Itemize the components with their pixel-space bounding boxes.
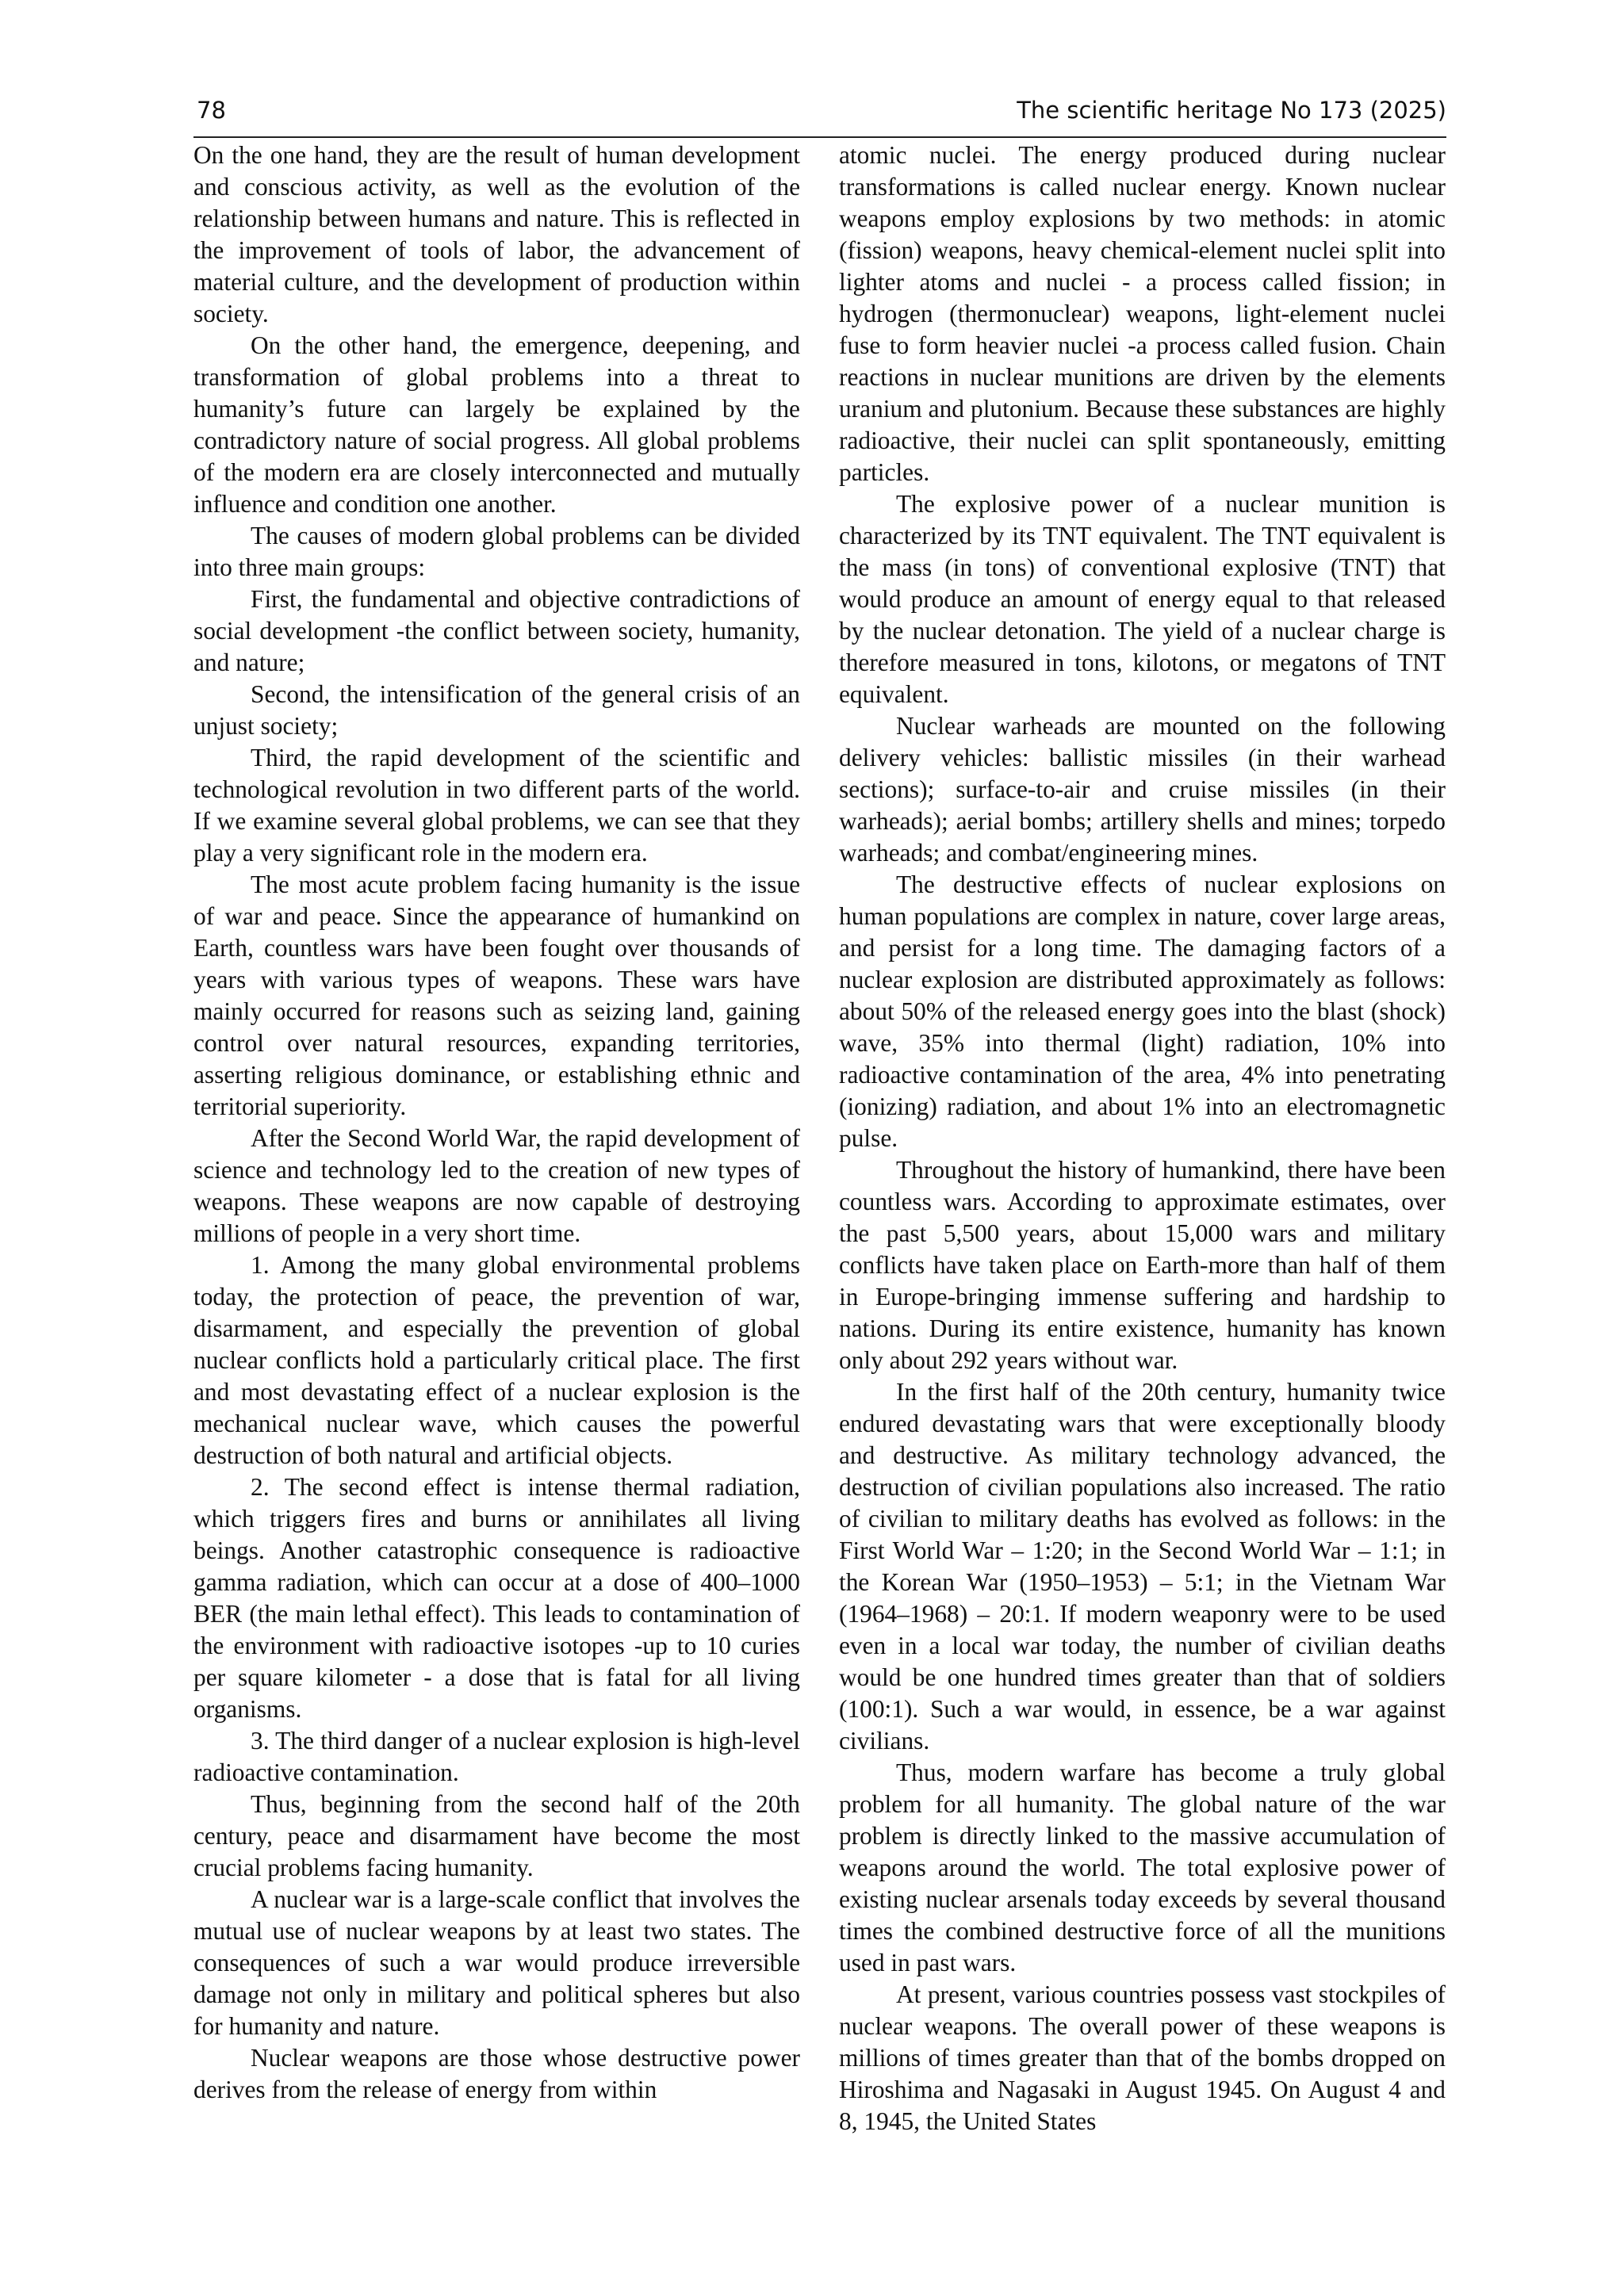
paragraph: On the other hand, the emergence, deepening, and transformation of global problems into a threat to humanity’s future can largely be explained by the contradictory nature of social progress. All global problems of the modern era are closely interconnected and mutually influence and condition one another. <box>193 331 800 518</box>
paragraph: After the Second World War, the rapid development of science and technology led to the creation of new types of weapons. These weapons are now capable of destroying millions of people in a very short time. <box>193 1124 800 1247</box>
paragraph: 2. The second effect is intense thermal radiation, which triggers fires and burns or annihilates all living beings. Another catastrophic consequence is radioactive gamma radiation, which can occur at a dose of 400–1000 BER (the main lethal effect). This leads to contamination of the environment with radioactive isotopes -up to 10 curies per square kilometer - a dose that is fatal for all living organisms. <box>193 1473 800 1723</box>
left-column <box>193 140 800 2106</box>
paragraph: The causes of modern global problems can be divided into three main groups: <box>193 522 800 581</box>
paragraph: A nuclear war is a large-scale conflict that involves the mutual use of nuclear weapons by at least two states. The consequences of such a war would produce irreversible damage not only in military and political spheres but also for humanity and nature. <box>193 1885 800 2040</box>
paragraph: Thus, beginning from the second half of the 20th century, peace and disarmament have become the most crucial problems facing humanity. <box>193 1790 800 1881</box>
paragraph: Thus, modern warfare has become a truly global problem for all humanity. The global nature of the war problem is directly linked to the massive accumulation of weapons around the world. The total explosive power of existing nuclear arsenals today exceeds by several thousand times the combined destructive force of all the munitions used in past wars. <box>839 1758 1446 1976</box>
paragraph: atomic nuclei. The energy produced during nuclear transformations is called nuclear energy. Known nuclear weapons employ explosions by two methods: in atomic (fission) weapons, heavy chemical-element nuclei split into lighter atoms and nuclei - a process called fission; in hydrogen (thermonuclear) weapons, light-element nuclei fuse to form heavier nuclei -a process called fusion. Chain reactions in nuclear munitions are driven by the elements uranium and plutonium. Because these substances are highly radioactive, their nuclei can split spontaneously, emitting particles. <box>839 141 1446 486</box>
paragraph: 1. Among the many global environmental problems today, the protection of peace, the prevention of war, disarmament, and especially the prevention of global nuclear conflicts hold a particularly critical place. The first and most devastating effect of a nuclear explosion is the mechanical nuclear wave, which causes the powerful destruction of both natural and artificial objects. <box>193 1251 800 1469</box>
page-number: 78 <box>197 97 226 124</box>
right-column <box>839 140 1446 2137</box>
paragraph: 3. The third danger of a nuclear explosion is high-level radioactive contamination. <box>193 1727 800 1786</box>
paragraph: Throughout the history of humankind, there have been countless wars. According to approximate estimates, over the past 5,500 years, about 15,000 wars and military conflicts have taken place on Earth-more than half of them in Europe-bringing immense suffering and hardship to nations. During its entire existence, humanity has known only about 292 years without war. <box>839 1156 1446 1374</box>
paragraph: Third, the rapid development of the scientific and technological revolution in two different parts of the world. If we examine several global problems, we can see that they play a very significant role in the modern era. <box>193 744 800 867</box>
paragraph: Nuclear warheads are mounted on the following delivery vehicles: ballistic missiles (in their warhead sections); surface-to-air and cruise missiles (in their warheads); aerial bombs; artillery shells and mines; torpedo warheads; and combat/engineering mines. <box>839 712 1446 867</box>
paragraph: The most acute problem facing humanity is the issue of war and peace. Since the appearance of humankind on Earth, countless wars have been fought over thousands of years with various types of weapons. These wars have mainly occurred for reasons such as seizing land, gaining control over natural resources, expanding territories, asserting religious dominance, or establishing ethnic and territorial superiority. <box>193 871 800 1120</box>
paragraph: On the one hand, they are the result of human development and conscious activity, as well as the evolution of the relationship between humans and nature. This is reflected in the improvement of tools of labor, the advancement of material culture, and the development of production within society. <box>193 141 800 327</box>
running-header <box>193 94 1446 138</box>
journal-title: The scientific heritage No 173 (2025) <box>1017 97 1446 124</box>
paragraph: At present, various countries possess vast stockpiles of nuclear weapons. The overall power of these weapons is millions of times greater than that of the bombs dropped on Hiroshima and Nagasaki in August 1945. On August 4 and 8, 1945, the United States <box>839 1980 1446 2135</box>
paragraph: The destructive effects of nuclear explosions on human populations are complex in nature, cover large areas, and persist for a long time. The damaging factors of a nuclear explosion are distributed approximately as follows: about 50% of the released energy goes into the blast (shock) wave, 35% into thermal (light) radiation, 10% into radioactive contamination of the area, 4% into penetrating (ionizing) radiation, and about 1% into an electromagnetic pulse. <box>839 871 1446 1152</box>
paragraph: Second, the intensification of the general crisis of an unjust society; <box>193 680 800 740</box>
paragraph: The explosive power of a nuclear munition is characterized by its TNT equivalent. The TNT equivalent is the mass (in tons) of conventional explosive (TNT) that would produce an amount of energy equal to that released by the nuclear detonation. The yield of a nuclear charge is therefore measured in tons, kilotons, or megatons of TNT equivalent. <box>839 490 1446 708</box>
paragraph: In the first half of the 20th century, humanity twice endured devastating wars that were exceptionally bloody and destructive. As military technology advanced, the destruction of civilian populations also increased. The ratio of civilian to military deaths has evolved as follows: in the First World War – 1:20; in the Second World War – 1:1; in the Korean War (1950–1953) – 5:1; in the Vietnam War (1964–1968) – 20:1. If modern weaponry were to be used even in a local war today, the number of civilian deaths would be one hundred times greater than that of soldiers (100:1). Such a war would, in essence, be a war against civilians. <box>839 1378 1446 1755</box>
paragraph: Nuclear weapons are those whose destructive power derives from the release of energy from within <box>193 2044 800 2103</box>
paragraph: First, the fundamental and objective contradictions of social development -the conflict between society, humanity, and nature; <box>193 585 800 676</box>
